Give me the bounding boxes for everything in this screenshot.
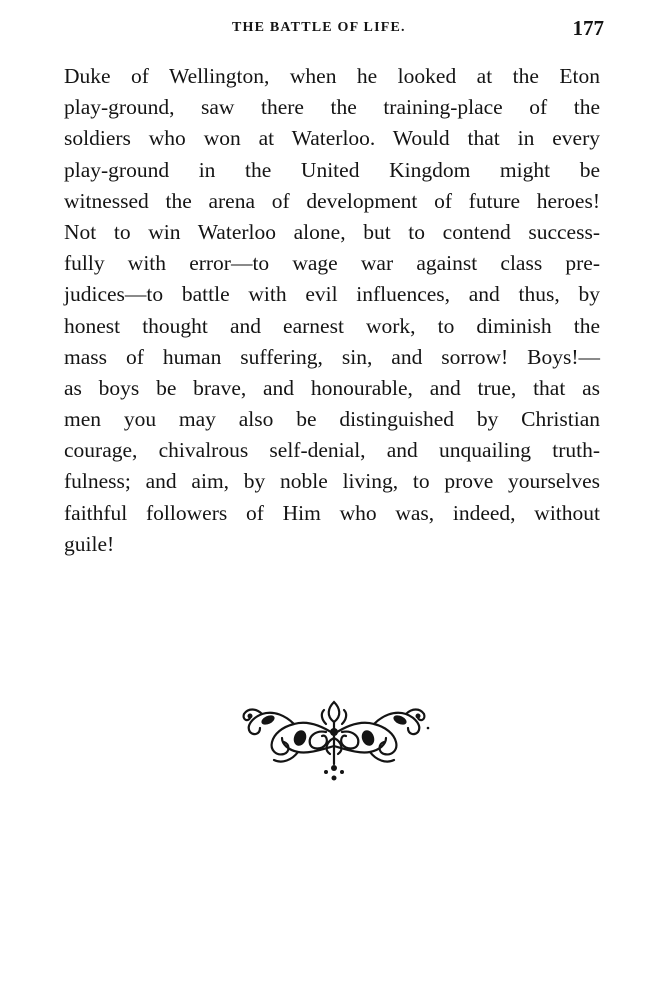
text-line: courage, chivalrous self-denial, and unquailing truth- bbox=[64, 438, 600, 463]
running-head bbox=[64, 18, 604, 44]
body-paragraph bbox=[64, 61, 600, 560]
floral-tailpiece-icon bbox=[238, 694, 430, 786]
text-line: faithful followers of Him who was, indeed, without bbox=[64, 500, 600, 525]
text-line: Duke of Wellington, when he looked at the Eton bbox=[64, 64, 600, 88]
page-number: 177 bbox=[572, 16, 604, 40]
text-line: fully with error—to wage war against class pre- bbox=[64, 251, 600, 276]
text-line: as boys be brave, and honourable, and true, that as bbox=[64, 375, 600, 400]
text-line: honest thought and earnest work, to diminish the bbox=[64, 313, 600, 338]
text-line: play-ground, saw there the training-place of the bbox=[64, 95, 600, 120]
text-line: mass of human suffering, sin, and sorrow! Boys!— bbox=[64, 344, 600, 369]
text-line: guile! bbox=[64, 531, 115, 556]
text-line: men you may also be distinguished by Christian bbox=[64, 407, 600, 432]
text-line: fulness; and aim, by noble living, to prove yourselves bbox=[64, 469, 600, 494]
text-line: play-ground in the United Kingdom might be bbox=[64, 157, 600, 182]
text-line: judices—to battle with evil influences, and thus, by bbox=[64, 282, 600, 307]
text-line: soldiers who won at Waterloo. Would that in every bbox=[64, 126, 600, 151]
text-line: Not to win Waterloo alone, but to contend success- bbox=[64, 219, 600, 244]
running-title: THE BATTLE OF LIFE. bbox=[232, 20, 406, 35]
text-line: witnessed the arena of development of future heroes! bbox=[64, 188, 600, 213]
